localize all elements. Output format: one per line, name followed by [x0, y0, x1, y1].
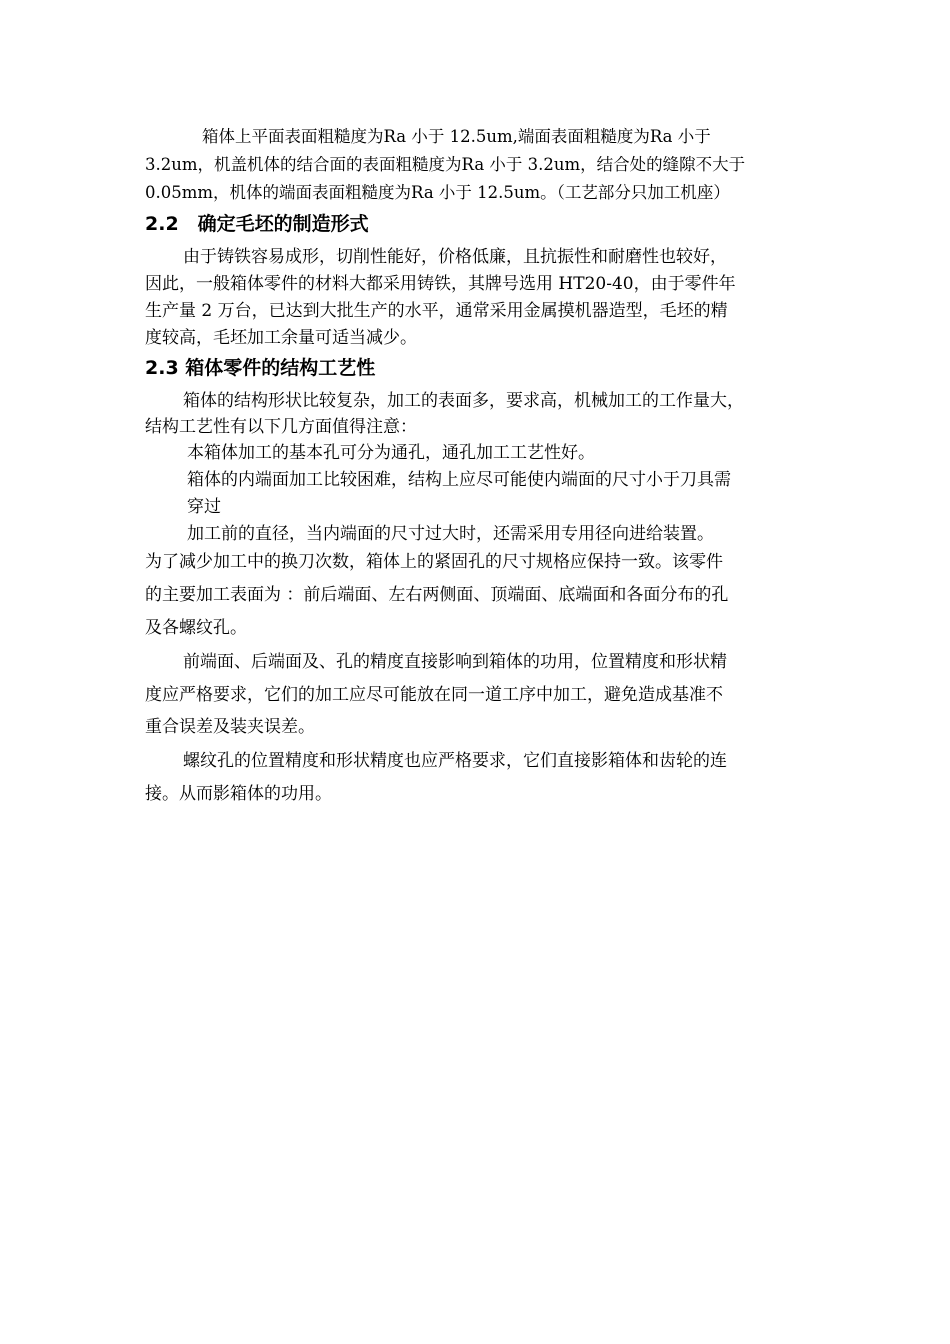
section-2-3-para-1-line-2: 的主要加工表面为 ：前后端面、左右两侧面、顶端面、底端面和各面分布的孔	[145, 585, 729, 605]
section-2-3-item-2a: 箱体的内端面加工比较困难，结构上应尽可能使内端面的尺寸小于刀具需	[187, 470, 731, 490]
section-2-3-para-1-line-1: 为了减少加工中的换刀次数，箱体上的紧固孔的尺寸规格应保持一致。该零件	[145, 552, 723, 572]
section-2-3-line-2: 结构工艺性有以下几方面值得注意：	[145, 417, 417, 437]
section-2-3-line-1: 箱体的结构形状比较复杂，加工的表面多，要求高，机械加工的工作量大，	[183, 391, 744, 411]
section-heading-2-3: 2.3 箱体零件的结构工艺性	[145, 357, 376, 379]
section-2-3-para-2-line-3: 重合误差及装夹误差。	[145, 717, 315, 737]
intro-line-1: 箱体上平面表面粗糙度为Ra 小于 12.5um,端面表面粗糙度为Ra 小于	[202, 127, 711, 146]
section-2-3-para-3-line-1: 螺纹孔的位置精度和形状精度也应严格要求，它们直接影箱体和齿轮的连	[183, 751, 727, 771]
section-2-3-item-1: 本箱体加工的基本孔可分为通孔，通孔加工工艺性好。	[187, 443, 595, 463]
section-2-3-item-3: 加工前的直径，当内端面的尺寸过大时，还需采用专用径向进给装置。	[187, 524, 714, 544]
section-2-2-line-2: 因此，一般箱体零件的材料大都采用铸铁，其牌号选用 HT20-40，由于零件年	[145, 274, 736, 294]
section-2-3-item-2b: 穿过	[187, 497, 221, 517]
section-2-3-para-2-line-1: 前端面、后端面及、孔的精度直接影响到箱体的功用，位置精度和形状精	[183, 652, 727, 672]
section-2-2-line-3: 生产量 2 万台，已达到大批生产的水平，通常采用金属摸机器造型，毛坯的精	[145, 301, 728, 321]
section-heading-2-2: 2.2 确定毛坯的制造形式	[145, 213, 369, 235]
section-2-3-para-2-line-2: 度应严格要求，它们的加工应尽可能放在同一道工序中加工，避免造成基准不	[145, 685, 723, 705]
intro-line-3: 0.05mm，机体的端面表面粗糙度为Ra 小于 12.5um。（工艺部分只加工机座）	[145, 183, 730, 202]
intro-line-2: 3.2um，机盖机体的结合面的表面粗糙度为Ra 小于 3.2um，结合处的缝隙不大于	[145, 155, 746, 174]
section-2-2-line-4: 度较高，毛坯加工余量可适当减少。	[145, 328, 417, 348]
section-2-2-line-1: 由于铸铁容易成形，切削性能好，价格低廉，且抗振性和耐磨性也较好，	[183, 247, 727, 267]
section-2-3-para-1-line-3: 及各螺纹孔。	[145, 618, 247, 638]
section-2-3-para-3-line-2: 接。从而影箱体的功用。	[145, 784, 332, 804]
